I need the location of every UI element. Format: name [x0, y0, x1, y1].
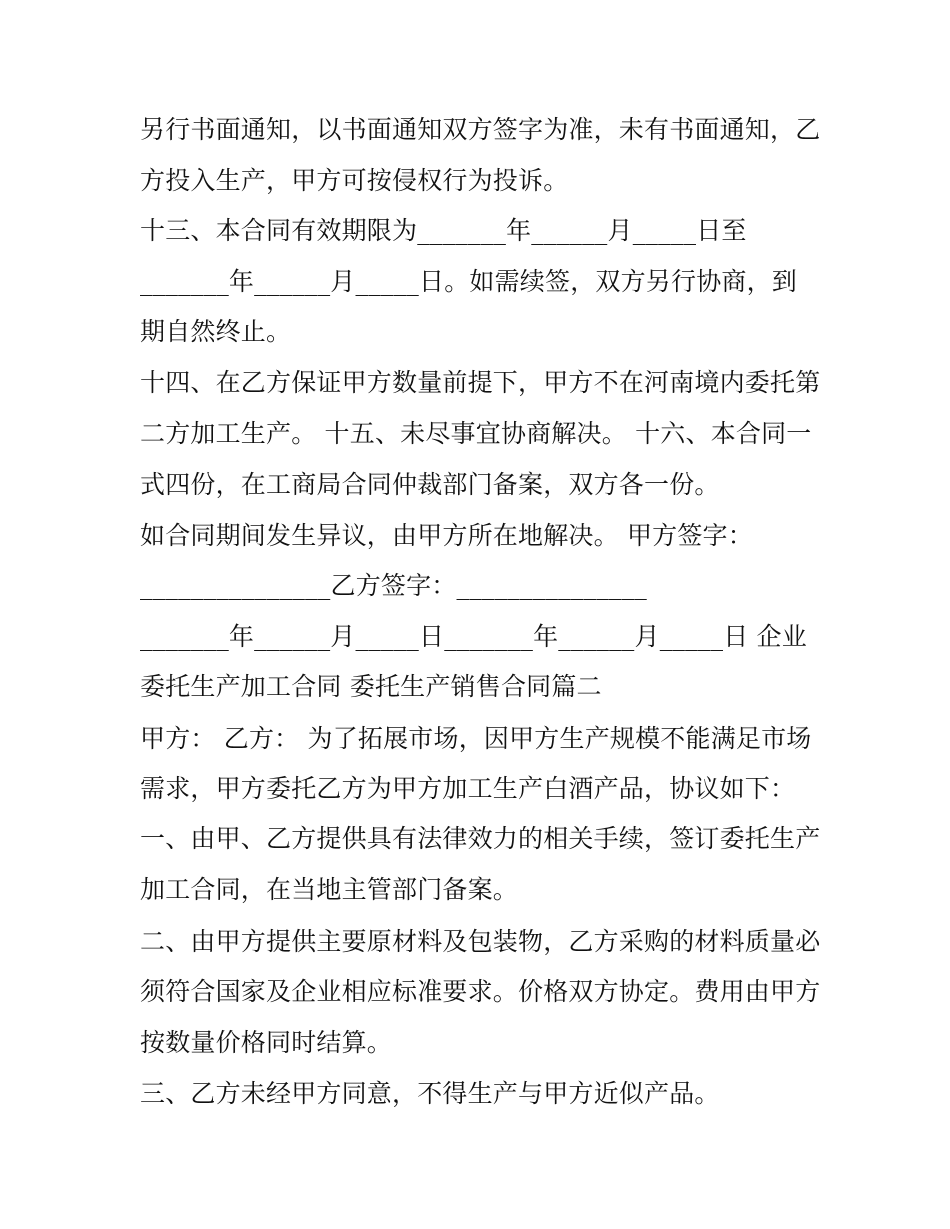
- text-line: 三、乙方未经甲方同意，不得生产与甲方近似产品。: [140, 1079, 720, 1108]
- text-line: _______年______月_____日。如需续签，双方另行协商，到: [140, 267, 798, 296]
- text-line: 加工合同，在当地主管部门备案。: [140, 875, 519, 904]
- text-line: 甲方： 乙方： 为了拓展市场，因甲方生产规模不能满足市场: [140, 724, 812, 753]
- text-line: 须符合国家及企业相应标准要求。价格双方协定。费用由甲方: [140, 977, 821, 1006]
- text-line: 如合同期间发生异议，由甲方所在地解决。 甲方签字：: [140, 521, 753, 550]
- date-line: _______年______月_____日_______年______月_____日 企业: [140, 622, 807, 651]
- text-line: 式四份，在工商局合同仲裁部门备案，双方各一份。: [140, 470, 720, 499]
- text-line: 另行书面通知，以书面通知双方签字为准，未有书面通知，乙: [140, 115, 821, 144]
- text-line: 需求，甲方委托乙方为甲方加工生产白酒产品，协议如下：: [140, 774, 796, 803]
- text-line: 期自然终止。: [140, 317, 292, 346]
- text-line: 一、由甲、乙方提供具有法律效力的相关手续，签订委托生产: [140, 824, 821, 853]
- signature-line: _______________乙方签字：_______________: [140, 571, 648, 600]
- text-line: 按数量价格同时结算。: [140, 1028, 393, 1057]
- text-line: 二、由甲方提供主要原材料及包装物，乙方采购的材料质量必: [140, 927, 821, 956]
- text-line: 十四、在乙方保证甲方数量前提下，甲方不在河南境内委托第: [140, 368, 821, 397]
- text-line: 十三、本合同有效期限为_______年______月_____日至: [140, 216, 747, 245]
- text-line: 二方加工生产。 十五、未尽事宜协商解决。 十六、本合同一: [140, 419, 812, 448]
- text-line: 方投入生产，甲方可按侵权行为投诉。: [140, 166, 569, 195]
- section-heading: 委托生产加工合同 委托生产销售合同篇二: [140, 672, 602, 701]
